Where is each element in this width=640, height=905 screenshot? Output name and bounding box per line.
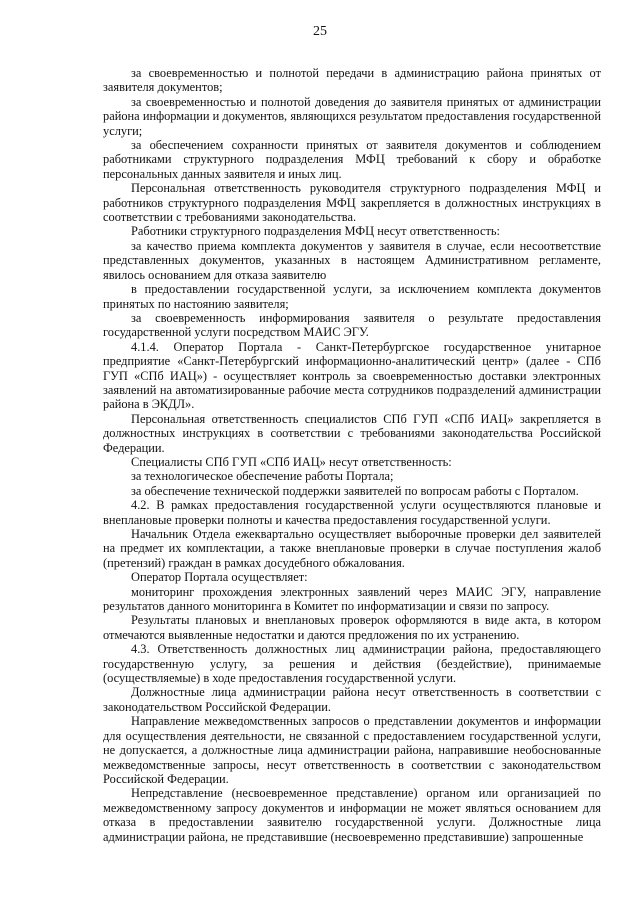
paragraph: за своевременность информирования заявителя о результате предоставления государственной услуги посредством МАИС ЭГУ. [103,310,601,340]
paragraph: за обеспечением сохранности принятых от заявителя документов и соблюдением работниками структурного подразделения МФЦ требований к сбору и обработке персональных данных заявителя и иных лиц. [103,138,601,181]
paragraph: Персональная ответственность руководителя структурного подразделения МФЦ и работников структурного подразделения МФЦ закрепляется в должностных инструкциях в соответствии с требованиями законодательства. [103,181,601,225]
body-text [103,66,601,844]
paragraph: мониторинг прохождения электронных заявлений через МАИС ЭГУ, направление результатов данного мониторинга в Комитет по информатизации и связи по запросу. [103,584,601,614]
paragraph: Результаты плановых и внеплановых проверок оформляются в виде акта, в котором отмечаются выявленные недостатки и даются предложения по их устранению. [103,613,601,642]
paragraph: Начальник Отдела ежеквартально осуществляет выборочные проверки дел заявителей на предмет их комплектации, а также внеплановые проверки в случае поступления жалоб (претензий) граждан в рамках досудебного обжалования. [103,527,601,570]
paragraph: за своевременностью и полнотой доведения до заявителя принятых от администрации района информации и документов, являющихся результатом предоставления государственной услуги; [103,94,601,138]
paragraph: за качество приема комплекта документов у заявителя в случае, если несоответствие представленных документов, указанных в настоящем Административном регламенте, явилось основанием для отказа заявителю [103,238,601,282]
paragraph: Непредставление (несвоевременное представление) органом или организацией по межведомственному запросу документов и информации не может являться основанием для отказа в предоставлении заявителю государственной услуги. Должностные лица администрации района, не представившие (несвоевременно представившие) запрошенные [103,786,601,844]
paragraph: в предоставлении государственной услуги, за исключением комплекта документов принятых по настоянию заявителя; [103,282,601,311]
page-number: 25 [313,24,327,39]
paragraph: Работники структурного подразделения МФЦ несут ответственность: [131,224,500,239]
paragraph: Специалисты СПб ГУП «СПб ИАЦ» несут ответственность: [131,454,452,469]
paragraph: за технологическое обеспечение работы Портала; [131,469,394,484]
paragraph: за обеспечение технической поддержки заявителей по вопросам работы с Порталом. [131,483,579,498]
paragraph: Должностные лица администрации района несут ответственность в соответствии с законодательством Российской Федерации. [103,685,601,714]
paragraph: за своевременностью и полнотой передачи в администрацию района принятых от заявителя документов; [103,66,601,95]
paragraph: Персональная ответственность специалистов СПб ГУП «СПб ИАЦ» закрепляется в должностных инструкциях в соответствии с требованиями законодательства Российской Федерации. [103,411,601,455]
paragraph: 4.2. В рамках предоставления государственной услуги осуществляются плановые и внеплановые проверки полноты и качества предоставления государственной услуги. [103,498,601,527]
paragraph: Направление межведомственных запросов о представлении документов и информации для осуществления деятельности, не связанной с предоставлением государственной услуги, не допускается, а должностные лица администрации района, направившие необоснованные межведомственные запросы, несут ответственность в соответствии с законодательством Российской Федерации. [103,714,601,786]
paragraph: Оператор Портала осуществляет: [131,570,308,585]
paragraph: 4.1.4. Оператор Портала - Санкт-Петербургское государственное унитарное предприятие «Санкт-Петербургский информационно-аналитический центр» (далее - СПб ГУП «СПб ИАЦ») - осуществляет контроль за своевременностью доставки электронных заявлений на автоматизированные рабочие места сотрудников подразделений администрации района в ЭКДЛ». [103,339,601,412]
paragraph: 4.3. Ответственность должностных лиц администрации района, предоставляющего государственную услугу, за решения и действия (бездействие), принимаемые (осуществляемые) в ходе предоставления государственной услуги. [103,642,601,686]
